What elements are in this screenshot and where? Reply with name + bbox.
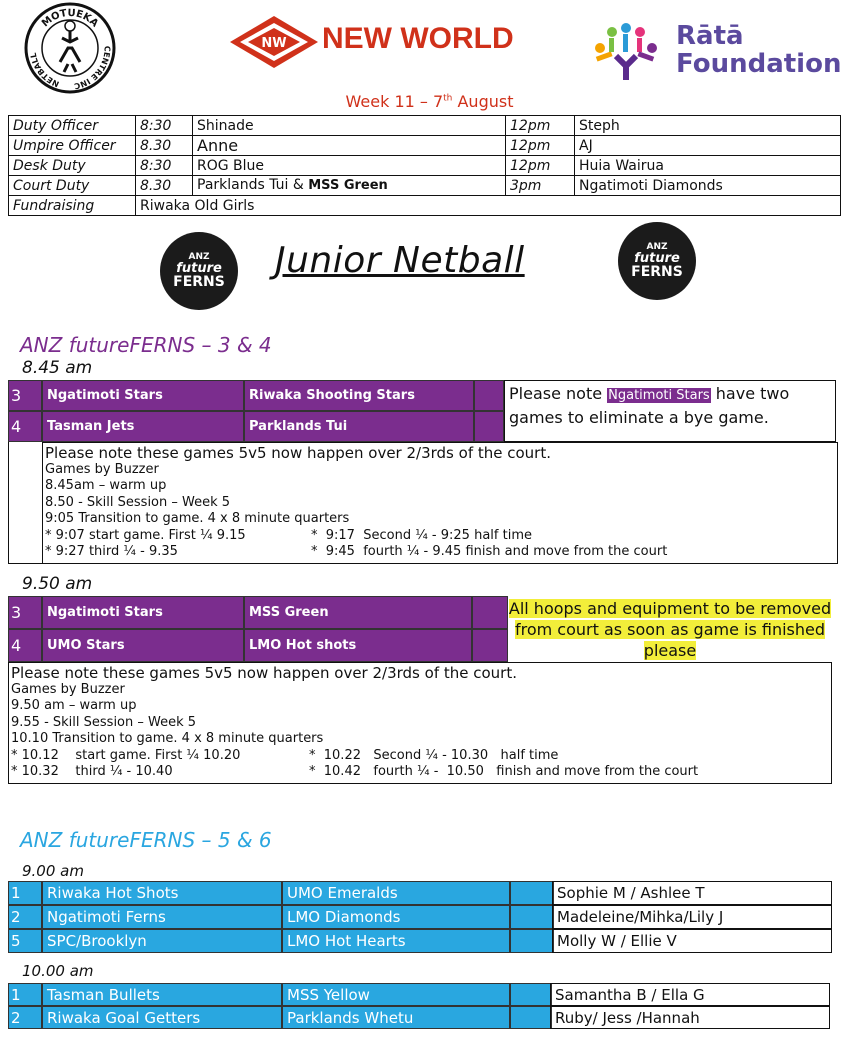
court-number: 4: [8, 629, 42, 662]
note-line: * 10.22 Second ¼ - 10.30 half time: [309, 747, 559, 763]
week-heading: [0, 92, 859, 111]
team-away: MSS Yellow: [282, 983, 510, 1006]
note-line: * 10.42 fourth ¼ - 10.50 finish and move from the court: [309, 764, 699, 779]
section-heading-3-4: ANZ futureFERNS – 3 & 4: [20, 333, 272, 357]
game-row: [8, 929, 554, 953]
note-line: Games by Buzzer: [45, 461, 159, 477]
anz-future-ferns-logo: [160, 232, 238, 310]
duty-value: Ngatimoti Diamonds: [575, 176, 841, 196]
game-row: [8, 629, 508, 662]
team-home: UMO Stars: [42, 629, 244, 662]
coach-cell: Madeleine/Mihka/Lily J: [552, 905, 832, 929]
court-number: 3: [8, 380, 42, 411]
note-line: * 9:07 start game. First ¼ 9.15: [45, 527, 246, 543]
empty-cell: [474, 380, 504, 411]
week-suffix: August: [452, 92, 514, 111]
team-away: LMO Hot Hearts: [282, 929, 510, 953]
game-row: [8, 411, 504, 442]
note-line: * 10.12 start game. First ¼ 10.20: [11, 747, 241, 763]
note-line: 10.10 Transition to game. 4 x 8 minute quarters: [11, 731, 324, 746]
coach-cell: Molly W / Ellie V: [552, 929, 832, 953]
week-sup: th: [443, 93, 453, 104]
empty-cell: [510, 1006, 552, 1029]
motueka-netball-logo: [24, 2, 116, 94]
duty-time: 8:30: [136, 156, 193, 176]
team-home: SPC/Brooklyn: [42, 929, 282, 953]
nw-badge-text: NW: [261, 36, 287, 51]
team-home: Tasman Jets: [42, 411, 244, 442]
note-line: Please note these games 5v5 now happen over 2/3rds of the court.: [45, 444, 551, 462]
duty-value: Riwaka Old Girls: [136, 196, 841, 216]
team-away: UMO Emeralds: [282, 881, 510, 905]
duty-value-part: Parklands Tui &: [197, 177, 309, 193]
team-home: Riwaka Goal Getters: [42, 1006, 282, 1029]
court-number: 1: [8, 983, 42, 1006]
new-world-text: NEW WORLD: [322, 22, 514, 55]
table-row: [9, 136, 841, 156]
rata-figures-icon: [590, 22, 660, 82]
team-home: Ngatimoti Ferns: [42, 905, 282, 929]
side-note: [504, 380, 836, 442]
team-home: Riwaka Hot Shots: [42, 881, 282, 905]
empty-cell: [510, 881, 554, 905]
schedule-notes: [8, 662, 832, 784]
game-row: [8, 380, 504, 411]
duty-value: ROG Blue: [193, 156, 506, 176]
team-away: LMO Diamonds: [282, 905, 510, 929]
duty-time: 3pm: [506, 176, 575, 196]
table-row: [9, 196, 841, 216]
empty-cell: [472, 629, 508, 662]
game-row: [8, 1006, 552, 1029]
empty-cell: [510, 905, 554, 929]
note-line: * 9:27 third ¼ - 9.35: [45, 544, 178, 559]
team-away: LMO Hot shots: [244, 629, 472, 662]
schedule-notes: [42, 442, 838, 564]
team-away: MSS Green: [244, 596, 472, 629]
ferns-ferns: FERNS: [173, 274, 225, 290]
team-home: Ngatimoti Stars: [42, 596, 244, 629]
team-home: Tasman Bullets: [42, 983, 282, 1006]
mnc-text-right: CENTRE INC: [73, 45, 112, 91]
note-line: 9.55 - Skill Session – Week 5: [11, 714, 197, 730]
ferns-anz: ANZ: [646, 242, 668, 252]
duty-time: 8.30: [136, 136, 193, 156]
empty-cell: [472, 596, 508, 629]
team-away: Parklands Tui: [244, 411, 474, 442]
duty-time: 12pm: [506, 116, 575, 136]
new-world-badge-icon: [228, 14, 320, 70]
duty-value: Huia Wairua: [575, 156, 841, 176]
duty-time: 8:30: [136, 116, 193, 136]
divider: [8, 442, 42, 564]
empty-cell: [510, 983, 552, 1006]
mnc-text-left: NETBALL: [28, 51, 61, 89]
empty-cell: [474, 411, 504, 442]
duty-label: Court Duty: [9, 176, 136, 196]
side-note-text: have two games to eliminate a bye game.: [509, 384, 795, 427]
game-row: [8, 881, 554, 905]
duty-value: AJ: [575, 136, 841, 156]
note-line: * 9:45 fourth ¼ - 9.45 finish and move from the court: [311, 544, 668, 559]
table-row: [9, 116, 841, 136]
duty-label: Umpire Officer: [9, 136, 136, 156]
rata-title: Rātā: [676, 21, 744, 51]
duty-time: 12pm: [506, 136, 575, 156]
table-row: [9, 156, 841, 176]
coach-cell: Ruby/ Jess /Hannah: [550, 1006, 830, 1029]
anz-future-ferns-logo: [618, 222, 696, 300]
note-line: Please note these games 5v5 now happen over 2/3rds of the court.: [11, 664, 517, 682]
note-line: 9.50 am – warm up: [11, 698, 137, 713]
week-prefix: Week 11 – 7: [345, 92, 444, 111]
duty-time: 12pm: [506, 156, 575, 176]
note-line: * 9:17 Second ¼ - 9:25 half time: [311, 527, 532, 543]
court-number: 3: [8, 596, 42, 629]
note-line: 9:05 Transition to game. 4 x 8 minute quarters: [45, 511, 350, 526]
duty-label: Duty Officer: [9, 116, 136, 136]
game-row: [8, 596, 508, 629]
duty-table: [8, 115, 841, 216]
side-note-text: Please note: [509, 384, 608, 403]
game-row: [8, 983, 552, 1006]
page-title: Junior Netball: [275, 240, 525, 281]
duty-label: Fundraising: [9, 196, 136, 216]
new-world-logo: [228, 14, 538, 70]
court-number: 5: [8, 929, 42, 953]
empty-cell: [510, 929, 554, 953]
session-time: 9.50 am: [22, 574, 93, 594]
session-time: 10.00 am: [22, 962, 94, 980]
note-line: 8.50 - Skill Session – Week 5: [45, 494, 231, 510]
duty-label: Desk Duty: [9, 156, 136, 176]
note-line: Games by Buzzer: [11, 681, 125, 697]
duty-value: Shinade: [193, 116, 506, 136]
ferns-future: future: [176, 261, 222, 276]
duty-value-bold: MSS Green: [308, 178, 388, 193]
court-number: 4: [8, 411, 42, 442]
equipment-note: [508, 596, 832, 664]
duty-value: Anne: [193, 136, 506, 156]
note-line: 8.45am – warm up: [45, 478, 167, 493]
court-number: 2: [8, 905, 42, 929]
rata-foundation-logo: [590, 21, 842, 82]
team-away: Riwaka Shooting Stars: [244, 380, 474, 411]
coach-cell: Samantha B / Ella G: [550, 983, 830, 1006]
session-time: 8.45 am: [22, 358, 93, 378]
duty-value: [193, 176, 506, 196]
ferns-ferns: FERNS: [631, 264, 683, 280]
duty-time: 8.30: [136, 176, 193, 196]
court-number: 1: [8, 881, 42, 905]
note-line: * 10.32 third ¼ - 10.40: [11, 764, 173, 779]
duty-value: Steph: [575, 116, 841, 136]
game-row: [8, 905, 554, 929]
team-home: Ngatimoti Stars: [42, 380, 244, 411]
court-number: 2: [8, 1006, 42, 1029]
section-heading-5-6: ANZ futureFERNS – 5 & 6: [20, 828, 272, 852]
rata-subtitle: Foundation: [676, 49, 842, 79]
ferns-future: future: [634, 251, 680, 266]
table-row: [9, 176, 841, 196]
coach-cell: Sophie M / Ashlee T: [552, 881, 832, 905]
equipment-note-text: All hoops and equipment to be removed from court as soon as game is finished please: [508, 599, 832, 660]
side-note-highlight: Ngatimoti Stars: [608, 388, 710, 403]
mnc-text-top: MOTUEKA: [39, 7, 101, 30]
ferns-anz: ANZ: [188, 252, 210, 262]
team-away: Parklands Whetu: [282, 1006, 510, 1029]
session-time: 9.00 am: [22, 862, 84, 880]
